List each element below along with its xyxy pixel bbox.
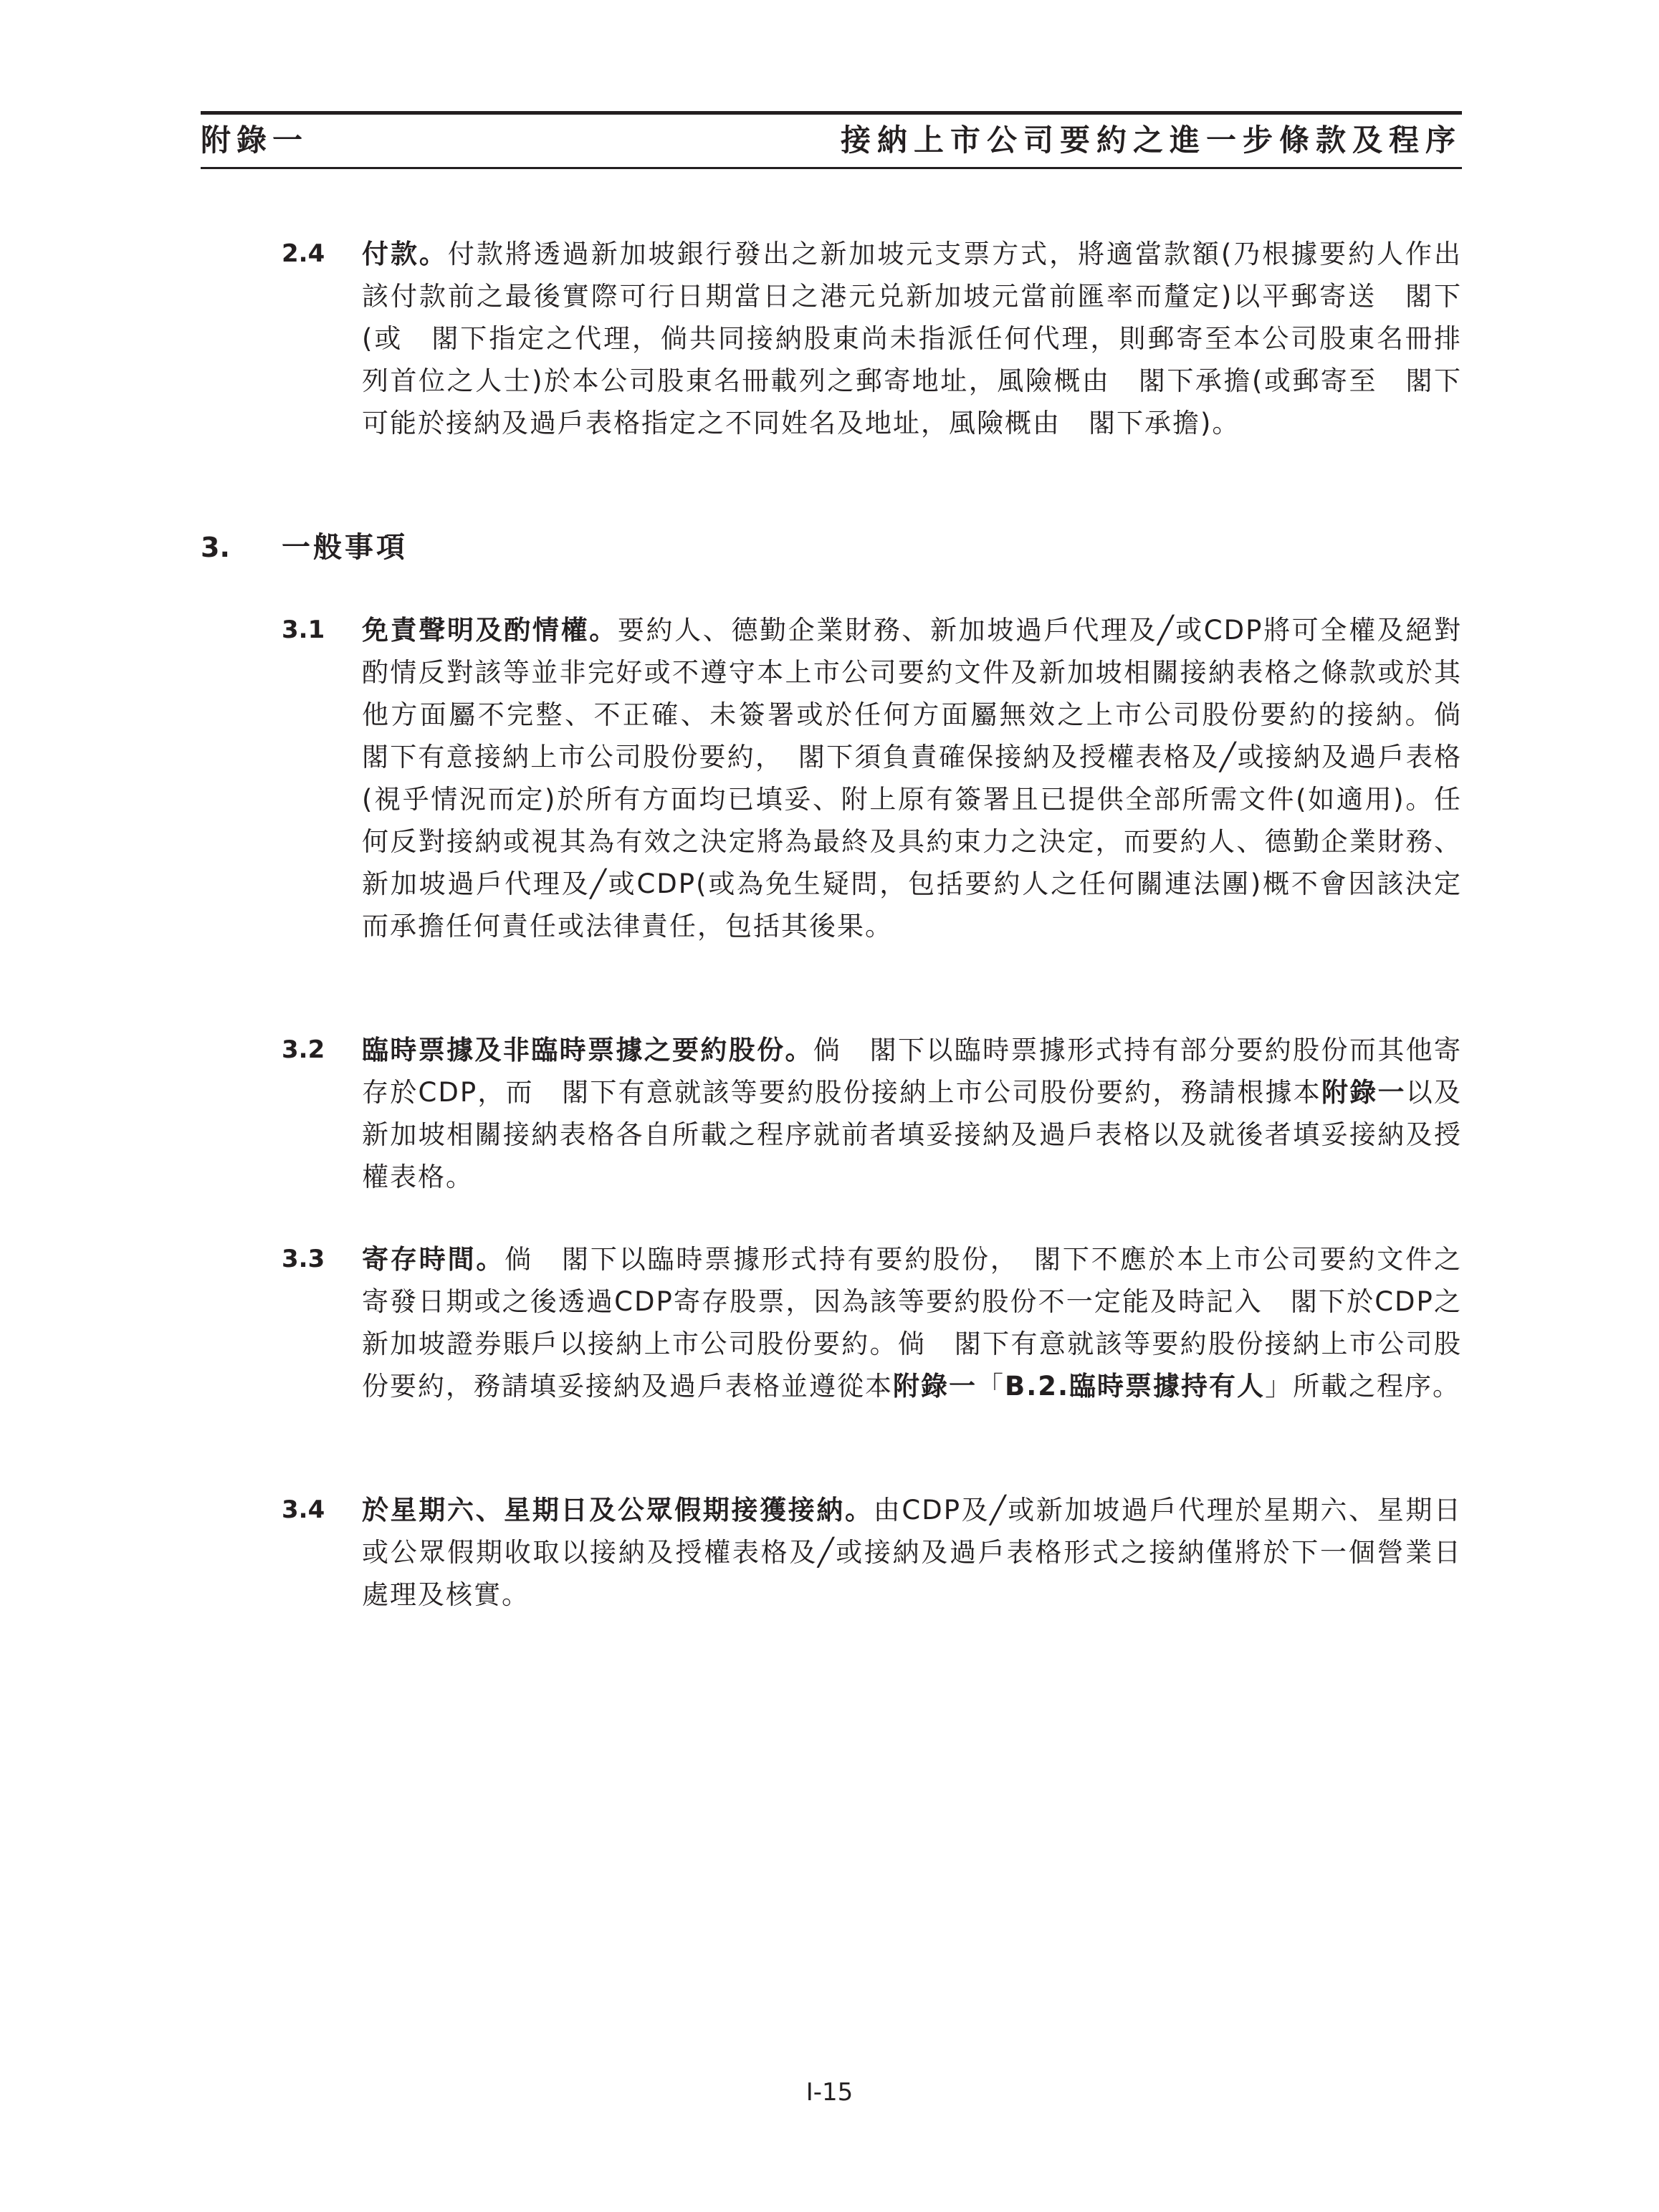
clause-title: 寄存時間。	[362, 1244, 505, 1275]
appendix-reference: 附錄一	[1321, 1077, 1406, 1108]
clause-title: 臨時票據及非臨時票據之要約股份。	[362, 1035, 813, 1066]
clause-number: 3.1	[282, 616, 325, 644]
quote-close: 」	[1265, 1371, 1294, 1402]
clause-number: 3.2	[282, 1035, 325, 1064]
header-bottom-rule	[201, 167, 1462, 169]
clause-title: 免責聲明及酌情權。	[362, 615, 618, 646]
clause-title: 於星期六、星期日及公眾假期接獲接納。	[362, 1495, 874, 1526]
clause-body	[362, 609, 1490, 947]
clause-text: 所載之程序。	[1293, 1371, 1461, 1402]
section-number: 3.	[201, 532, 230, 563]
page-number: I-15	[805, 2078, 854, 2107]
clause-body	[362, 1489, 1462, 1616]
clause-number: 2.4	[282, 239, 325, 268]
clause-number: 3.3	[282, 1245, 325, 1273]
clause-body	[362, 233, 1462, 444]
clause-title: 付款。	[362, 239, 448, 269]
header-appendix-title: 接納上市公司要約之進一步條款及程序	[840, 123, 1462, 158]
section-reference: B.2.臨時票據持有人	[1005, 1371, 1266, 1402]
clause-text: 要約人、德勤企業財務、新加坡過戶代理及╱或CDP將可全權及絕對酌情反對該等並非完好或不遵守本上市公司要約文件及新加坡相關接納表格之條款或於其他方面屬不完整、不正確、未簽署或於任何方面屬無效之上市公司股份要約的接納。倘 閣下有意接納上市公司股份要約， 閣下須負責確保接納及授權表格及╱或接納及過戶表格(視乎情況而定)於所有方面均已填妥、附上原有簽署且已提供全部所需文件(如適用)。任何反對接納或視其為有效之決定將為最終及具約束力之決定，而要約人、德勤企業財務、新加坡過戶代理及╱或CDP(或為免生疑問，包括要約人之任何關連法團)概不會因該決定而承擔任何責任或法律責任，包括其後果。	[362, 615, 1490, 942]
clause-body	[362, 1029, 1462, 1198]
clause-number: 3.4	[282, 1495, 325, 1524]
clause-body	[362, 1238, 1462, 1407]
section-title: 一般事項	[282, 531, 408, 564]
clause-text: 以及新加坡相關接納表格各自所載之程序就前者填妥接納及過戶表格以及就後者填妥接納及授權表格。	[362, 1077, 1463, 1192]
clause-text: 由CDP及╱或新加坡過戶代理於星期六、星期日或公眾假期收取以接納及授權表格及╱或接納及過戶表格形式之接納僅將於下一個營業日處理及核實。	[362, 1495, 1462, 1610]
appendix-reference: 附錄一	[893, 1371, 977, 1402]
quote-open: 「	[977, 1371, 1005, 1402]
header-top-rule	[201, 111, 1462, 115]
header-appendix-label: 附錄一	[201, 123, 309, 158]
clause-text: 付款將透過新加坡銀行發出之新加坡元支票方式，將適當款額(乃根據要約人作出該付款前之最後實際可行日期當日之港元兑新加坡元當前匯率而釐定)以平郵寄送 閣下(或 閣下指定之代理，倘共同接納股東尚未指派任何代理，則郵寄至本公司股東名冊排列首位之人士)於本公司股東名冊載列之郵寄地址，風險概由 閣下承擔(或郵寄至 閣下可能於接納及過戶表格指定之不同姓名及地址，風險概由 閣下承擔)。	[362, 239, 1462, 439]
clause-text: 倘 閣下以臨時票據形式持有部分要約股份而其他寄存於CDP，而 閣下有意就該等要約股份接納上市公司股份要約，務請根據本	[362, 1035, 1463, 1108]
clause-text: 倘 閣下以臨時票據形式持有要約股份， 閣下不應於本上市公司要約文件之寄發日期或之後透過CDP寄存股票，因為該等要約股份不一定能及時記入 閣下於CDP之新加坡證券賬戶以接納上市公司股份要約。倘 閣下有意就該等要約股份接納上市公司股份要約，務請填妥接納及過戶表格並遵從本	[362, 1244, 1463, 1402]
